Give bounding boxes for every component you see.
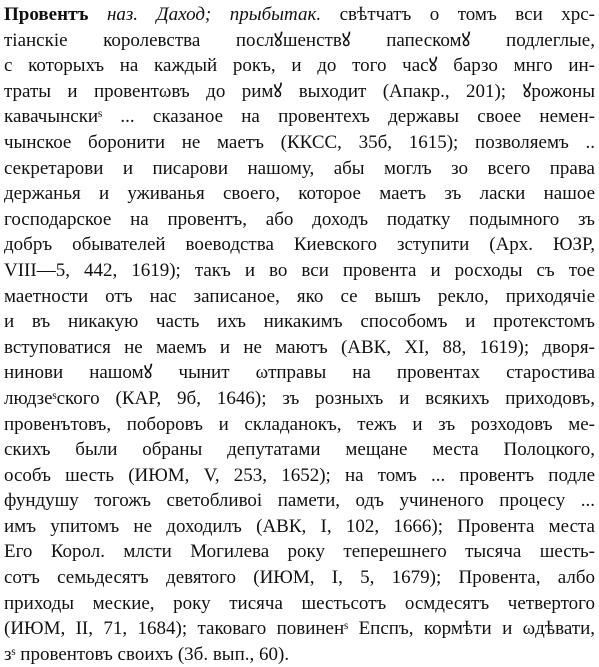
- entry-line-8: господарское на провентъ, або доходъ податку подымного зъ: [4, 208, 595, 230]
- entry-line-25: зˢ провентовъ своихъ (3б. вып., 60).: [4, 643, 290, 665]
- entry-line-0: [4, 2, 595, 28]
- entry-line-12: и въ никакую часть ихъ никакимъ способомъ и протекстомъ: [4, 311, 595, 333]
- dictionary-entry: [4, 2, 595, 667]
- entry-line-20: имъ упитомъ не доходилъ (АВК, I, 102, 1666); Провента места: [4, 515, 595, 537]
- entry-line-10: VIII—5, 442, 1619); такъ и во вси провента и росходы съ тое: [4, 259, 595, 281]
- entry-line-4: кавачынскиˢ ... сказаное на провентехъ державы своее немен-: [4, 106, 595, 128]
- entry-line-16: провенътовъ, поборовъ и складанокъ, тежъ и зъ розходовъ ме-: [4, 413, 595, 435]
- entry-line-13: вступоватися не маемъ и не маютъ (АВК, XI, 88, 1619); дворя-: [4, 336, 595, 358]
- entry-line-23: приходы меские, року тисяча шестьсотъ осмдесятъ четвертого: [4, 592, 595, 614]
- entry-line-14: нинови нашомꙋ чынит ωтправы на провентах старостива: [4, 362, 595, 384]
- entry-line-24: (ИЮМ, II, 71, 1684); таковаго повиненˢ Епспъ, кормѣти и ωдѣвати,: [4, 618, 595, 640]
- entry-line-1: тіанскіе королевства послꙋшенствꙋ папескомꙋ подлеглые,: [4, 29, 595, 51]
- entry-line-19: фундушу тогожъ светобливоі памети, одъ учиненого процесу ...: [4, 490, 595, 512]
- entry-line-15: людзеˢского (КАР, 9б, 1646); зъ розныхъ и всякихъ приходовъ,: [4, 387, 595, 409]
- entry-line-21: Его Корол. млсти Могилева року теперешнего тысяча шесть-: [4, 541, 595, 563]
- entry-gloss: наз. Даход; прыбытак.: [106, 4, 322, 25]
- entry-headword: Провентъ: [4, 4, 89, 25]
- entry-line-6: секретарови и писарови нашому, абы моглъ зо всего права: [4, 157, 595, 179]
- entry-line-2: с которыхъ на каждый рокъ, и до того часꙋ барзо мнго ин-: [4, 55, 595, 77]
- entry-line-7: держанья и уживанья своего, которое маетъ зъ ласки нашое: [4, 183, 595, 205]
- entry-line-0-text: свѣтчатъ о томъ вси хрс-: [321, 4, 595, 25]
- entry-line-18: особъ шесть (ИЮМ, V, 253, 1652); на томъ ... провентъ подле: [4, 464, 595, 486]
- entry-line-11: маетности отъ нас записаное, яко се вышъ рекло, приходячіе: [4, 285, 595, 307]
- entry-line-17: скихъ были обраны депутатами мещане места Полоцкого,: [4, 439, 595, 461]
- entry-line-3: траты и провентωвъ до римꙋ выходит (Апакр., 201); ꙋрожоны: [4, 80, 595, 102]
- entry-line-5: чынское боронити не маетъ (ККСС, 35б, 1615); позволяемъ ..: [4, 131, 595, 153]
- entry-line-9: добръ обывателей воеводства Киевского зступити (Арх. ЮЗР,: [4, 234, 595, 256]
- entry-line-22: сотъ семьдесятъ девятого (ИЮМ, I, 5, 1679); Провента, албо: [4, 567, 595, 589]
